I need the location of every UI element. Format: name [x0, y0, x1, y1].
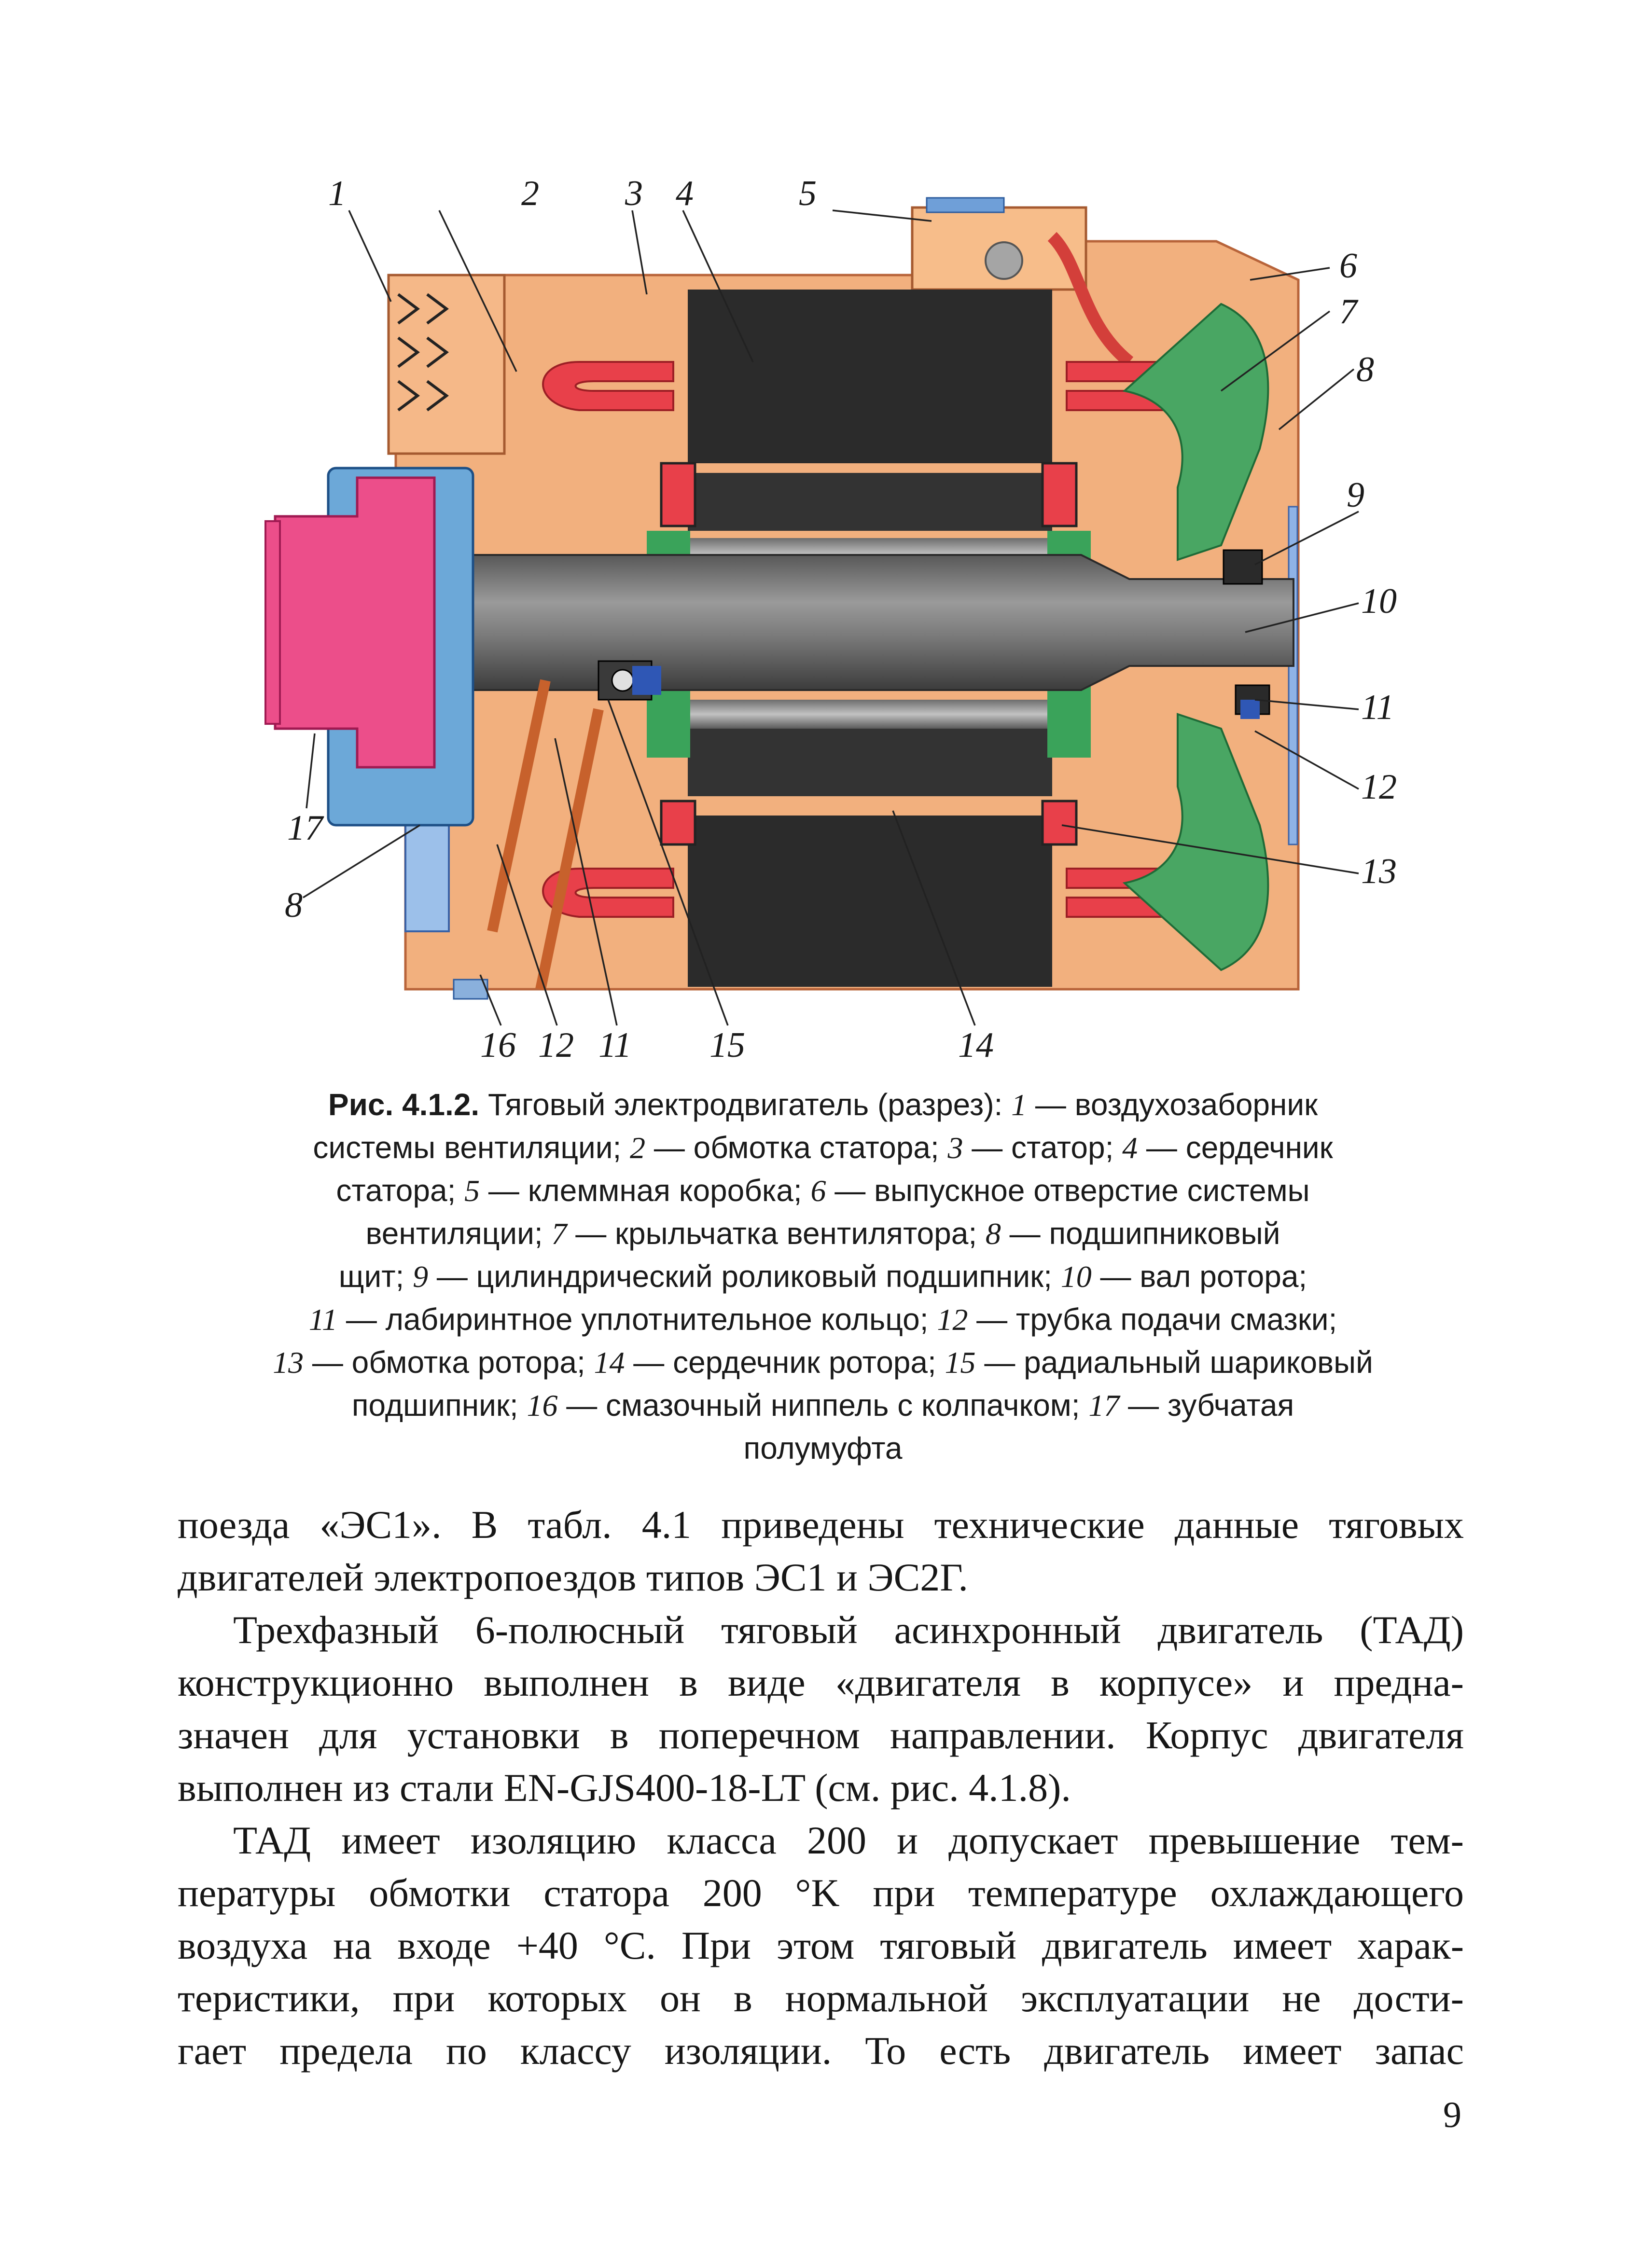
caption-text: щит;	[338, 1259, 413, 1294]
callout-11-bottom: 11	[598, 1025, 632, 1065]
text-line: конструкционно выполнен в виде «двигателя в корпусе» и предна-	[178, 1660, 1464, 1704]
caption-text: — сердечник ротора;	[625, 1345, 945, 1380]
callout-6: 6	[1339, 246, 1357, 286]
caption-text: — зубчатая	[1119, 1388, 1294, 1423]
callout-16: 16	[480, 1025, 516, 1065]
caption-num: 6	[810, 1174, 826, 1208]
callout-2: 2	[521, 179, 539, 213]
callout-3: 3	[625, 179, 643, 213]
text-line: гает предела по классу изоляции. То есть двигатель имеет запас	[178, 2029, 1464, 2073]
text-line: значен для установки в поперечном направлении. Корпус двигателя	[178, 1713, 1464, 1757]
caption-num: 15	[945, 1345, 976, 1380]
caption-text: подшипник;	[351, 1388, 527, 1423]
callout-4: 4	[676, 179, 694, 213]
text-line: теристики, при которых он в нормальной эксплуатации не дости-	[178, 1976, 1464, 2020]
caption-num: 17	[1088, 1388, 1120, 1423]
rotor-core-bottom	[688, 719, 1052, 796]
caption-text: — воздухозаборник	[1027, 1087, 1318, 1122]
callout-10: 10	[1361, 581, 1397, 621]
text-line: двигателей электропоездов типов ЭС1 и ЭС2Г.	[178, 1555, 968, 1599]
caption-text: полумуфта	[743, 1431, 903, 1466]
motor-drawing	[265, 198, 1298, 999]
caption-num: 12	[937, 1302, 968, 1337]
paragraph-2	[178, 1604, 1464, 1814]
caption-num: 3	[947, 1131, 963, 1165]
caption-text: — смазочный ниппель с колпачком;	[557, 1388, 1089, 1423]
callout-8-top: 8	[1356, 350, 1374, 389]
text-line: Трехфазный 6-полюсный тяговый асинхронный двигатель (ТАД)	[233, 1608, 1464, 1652]
callout-8-bottom: 8	[285, 885, 303, 925]
roller-bearing	[1224, 550, 1262, 584]
caption-text: — выпускное отверстие системы	[826, 1173, 1310, 1208]
caption-num: 7	[551, 1217, 567, 1251]
caption-num: 16	[527, 1388, 558, 1423]
paragraph-1	[178, 1498, 1464, 1604]
caption-num: 9	[413, 1259, 429, 1294]
callout-9: 9	[1347, 475, 1364, 515]
caption-num: 11	[308, 1302, 338, 1337]
text-line: ТАД имеет изоляцию класса 200 и допускает превышение тем-	[233, 1818, 1464, 1862]
text-line: поезда «ЭС1». В табл. 4.1 приведены технические данные тяговых	[178, 1503, 1464, 1547]
caption-text: — вал ротора;	[1091, 1259, 1307, 1294]
caption-num: 1	[1011, 1088, 1027, 1122]
page-number: 9	[1443, 2095, 1461, 2135]
callout-12-right: 12	[1361, 767, 1397, 807]
body-text	[178, 1498, 1464, 2077]
text-line: выполнен из стали EN-GJS400-18-LT (см. рис. 4.1.8).	[178, 1766, 1071, 1810]
figure-caption	[183, 1083, 1462, 1470]
caption-num: 14	[594, 1345, 625, 1380]
callout-14: 14	[958, 1025, 994, 1065]
caption-text: системы вентиляции;	[313, 1130, 630, 1165]
text-line: пературы обмотки статора 200 °K при температуре охлаждающего	[178, 1871, 1464, 1915]
rotor-core-top	[688, 473, 1052, 531]
text-line: воздуха на входе +40 °С. При этом тяговый двигатель имеет харак-	[178, 1923, 1464, 1967]
caption-text: Тяговый электродвигатель (разрез):	[479, 1087, 1012, 1122]
paragraph-3	[178, 1814, 1464, 2077]
callout-5: 5	[799, 179, 817, 213]
caption-text: — клеммная коробка;	[480, 1173, 811, 1208]
caption-text: — обмотка статора;	[645, 1130, 948, 1165]
caption-num: 5	[464, 1174, 480, 1208]
caption-text: — статор;	[963, 1130, 1123, 1165]
caption-text: — крыльчатка вентилятора;	[567, 1216, 986, 1251]
caption-text: — обмотка ротора;	[304, 1345, 594, 1380]
gear-coupling	[275, 478, 434, 767]
stator-core-top	[688, 290, 1052, 463]
figure-number: Рис. 4.1.2.	[328, 1087, 480, 1122]
callout-15: 15	[709, 1025, 745, 1065]
caption-text: — цилиндрический роликовый подшипник;	[428, 1259, 1061, 1294]
caption-text: — радиальный шариковый	[975, 1345, 1373, 1380]
callout-11-right: 11	[1361, 688, 1394, 727]
caption-num: 2	[630, 1131, 646, 1165]
callout-1: 1	[328, 179, 346, 213]
grease-nipple	[454, 980, 487, 999]
stator-core-bottom	[688, 816, 1052, 987]
caption-num: 10	[1060, 1259, 1092, 1294]
caption-num: 8	[985, 1217, 1001, 1251]
caption-text: статора;	[336, 1173, 465, 1208]
caption-text: — подшипниковый	[1001, 1216, 1280, 1251]
caption-num: 4	[1122, 1131, 1138, 1165]
traction-motor-section-figure	[261, 179, 1429, 1066]
callout-17: 17	[287, 808, 323, 848]
callout-7: 7	[1339, 292, 1357, 332]
callout-12-bottom: 12	[538, 1025, 574, 1065]
caption-text: — лабиринтное уплотнительное кольцо;	[337, 1302, 937, 1337]
caption-text: — сердечник	[1138, 1130, 1333, 1165]
caption-text: — трубка подачи смазки;	[968, 1302, 1337, 1337]
caption-text: вентиляции;	[365, 1216, 552, 1251]
caption-num: 13	[273, 1345, 304, 1380]
callout-13: 13	[1361, 852, 1397, 891]
